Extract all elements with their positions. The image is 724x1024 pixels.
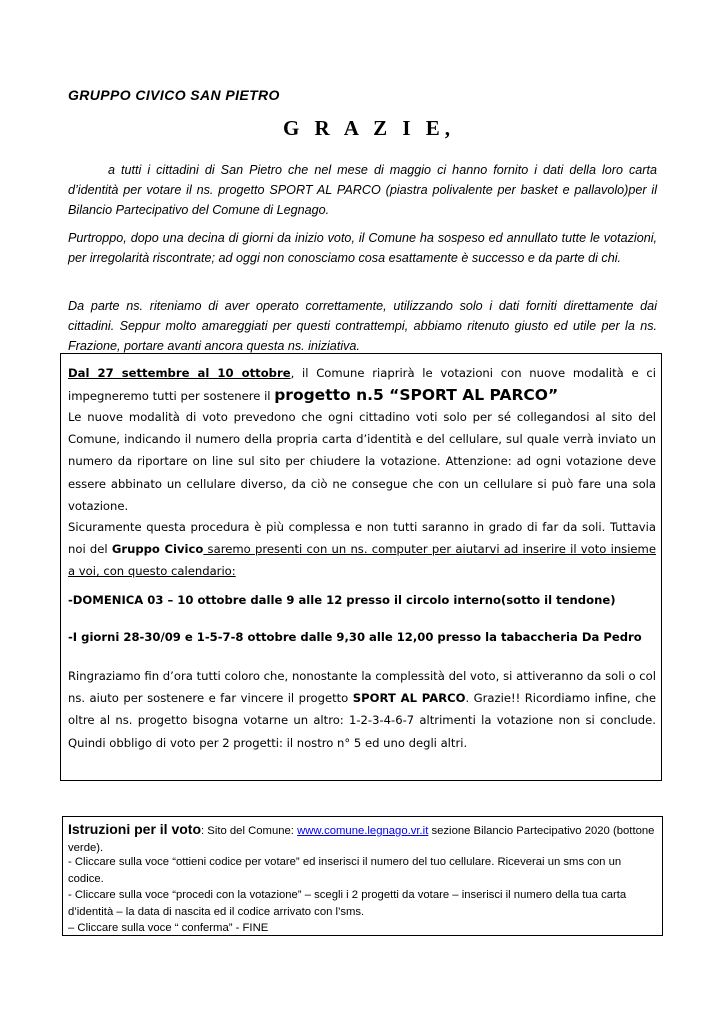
instructions-label: Istruzioni per il voto bbox=[68, 821, 202, 837]
closing-project-name: SPORT AL PARCO bbox=[352, 691, 466, 706]
intro-paragraph-thanks: a tutti i cittadini di San Pietro che nel mese di maggio ci hanno fornito i dati della loro carta d’identità per votare il ns. progetto SPORT AL PARCO (piastra polivalente per basket e pallavolo)per il Bilancio Partecipativo del Comune di Legnago. bbox=[68, 163, 657, 217]
schedule-sunday: -DOMENICA 03 – 10 ottobre dalle 9 alle 12 presso il circolo interno(sotto il tendone) bbox=[68, 593, 616, 607]
comune-website-link[interactable]: www.comune.legnago.vr.it bbox=[297, 825, 429, 837]
reopening-text: , il Comune riaprirà le votazioni con nuove modalità e ci impegneremo tutti per sostenere il bbox=[68, 366, 656, 404]
schedule-weekdays: -I giorni 28-30/09 e 1-5-7-8 ottobre dalle 9,30 alle 12,00 presso la tabaccheria Da Pedro bbox=[68, 630, 642, 644]
box-paragraph-dates bbox=[68, 362, 656, 407]
project-name: progetto n.5 “SPORT AL PARCO” bbox=[274, 386, 559, 405]
box-paragraph-help bbox=[68, 516, 656, 583]
instruction-step-3: – Cliccare sulla voce “ conferma” - FINE bbox=[68, 922, 269, 934]
closing-text-end: . Grazie!! Ricordiamo infine, che oltre al ns. progetto bisogna votarne un altro: 1-2-3-4-6-7 altrimenti la votazione non si conclude. Quindi obbligo di voto per 2 progetti: il nostro n° 5 ed uno degli altri. bbox=[68, 691, 656, 750]
instruction-step-1: - Cliccare sulla voce “ottieni codice per votare” ed inserisci il numero del tuo cellulare. Riceverai un sms con un codice. bbox=[68, 856, 622, 885]
group-name: Gruppo Civico bbox=[111, 542, 204, 557]
instructions-site-line bbox=[68, 821, 658, 856]
closing-text-start: Ringraziamo fin d’ora tutti coloro che, nonostante la complessità del voto, si attiveranno da soli o col ns. aiuto per sostenere e far vincere il progetto bbox=[68, 669, 656, 706]
intro-paragraph-continuation: Da parte ns. riteniamo di aver operato correttamente, utilizzando solo i dati forniti direttamente dai cittadini. Seppur molto amareggiati per questi contrattempi, abbiamo ritenuto giusto ed utile per la ns. Frazione, portare avanti ancora questa ns. iniziativa. bbox=[68, 299, 657, 353]
intro-paragraph-suspension: Purtroppo, dopo una decina di giorni da inizio voto, il Comune ha sospeso ed annullato tutte le votazioni, per irregolarità riscontrate; ad oggi non conosciamo cosa esattamente è successo e da parte di chi. bbox=[68, 231, 657, 265]
site-intro: : Sito del Comune: bbox=[201, 825, 298, 837]
instruction-step-2: - Cliccare sulla voce “procedi con la votazione” – scegli i 2 progetti da votare – inserisci il numero della tua carta d’identità – la data di nascita ed il codice arrivato con l’sms. bbox=[68, 889, 627, 918]
voting-dates: Dal 27 settembre al 10 ottobre bbox=[68, 366, 291, 380]
box-paragraph-closing bbox=[68, 665, 656, 754]
help-text-end: saremo presenti con un ns. computer per aiutarvi ad inserire il voto insieme a voi, con questo calendario: bbox=[68, 542, 656, 579]
group-heading: GRUPPO CIVICO SAN PIETRO bbox=[68, 87, 280, 103]
help-text-start: Sicuramente questa procedura è più complessa e non tutti saranno in grado di far da soli. Tuttavia noi del bbox=[68, 520, 656, 557]
site-section: sezione Bilancio Partecipativo 2020 (bottone verde). bbox=[68, 825, 655, 854]
box-paragraph-voting-rules: Le nuove modalità di voto prevedono che ogni cittadino voti solo per sé collegandosi al sito del Comune, indicando il numero della propria carta d’identità e del cellulare, sul quale verrà inviato un numero da riportare on line sul sito per chiudere la votazione. Attenzione: ad ogni votazione deve essere abbinato un cellulare diverso, da ciò ne consegue che con un cellulare si può fare una sola votazione. bbox=[68, 410, 656, 513]
page-title: G R A Z I E, bbox=[282, 116, 456, 140]
